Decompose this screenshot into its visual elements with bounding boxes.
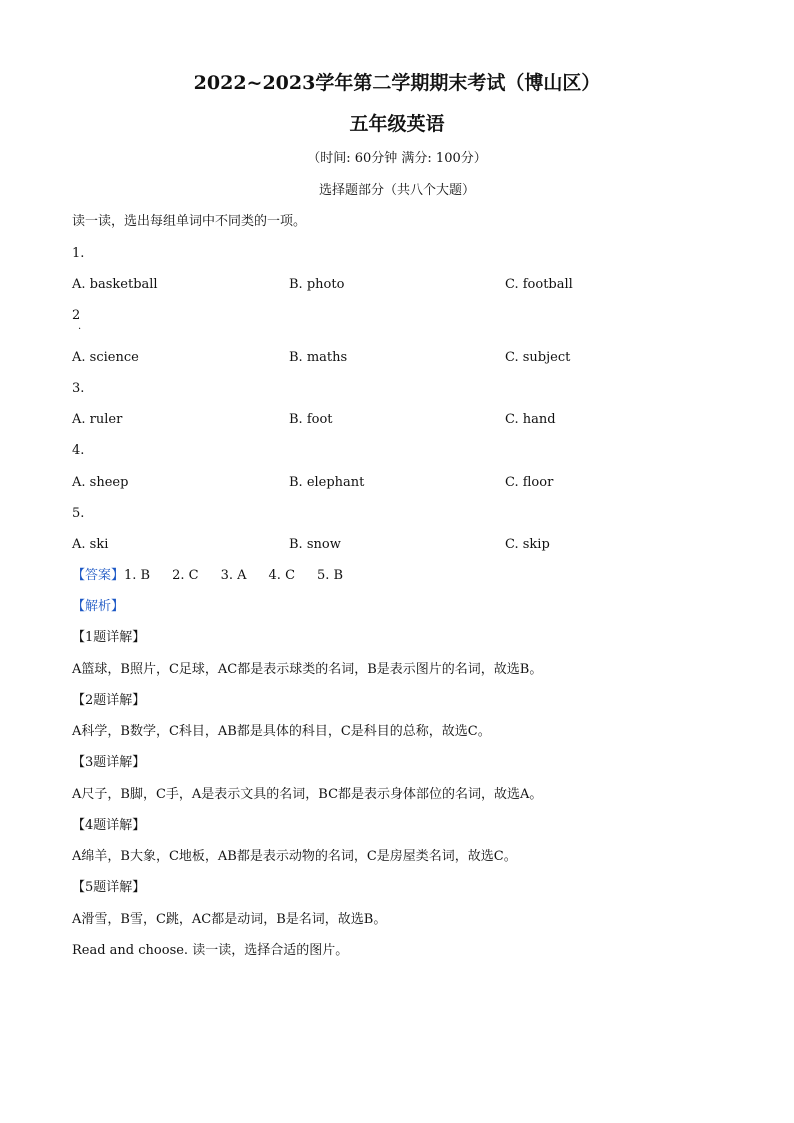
question-number: 3. [72,381,85,396]
option-a: A. ruler [72,412,123,427]
question-dot: . [78,321,82,332]
option-c: C. hand [505,412,556,427]
exam-info: （时间: 60分钟 满分: 100分） [307,151,487,166]
exam-subtitle: 五年级英语 [349,113,445,135]
answer-item: 4. C [268,568,296,583]
detail-heading: 【2题详解】 [72,693,146,708]
option-a: A. basketball [72,277,158,292]
analysis-label: 【解析】 [72,599,125,614]
detail-text: A篮球，B照片，C足球，AC都是表示球类的名词，B是表示图片的名词，故选B。 [72,662,543,677]
question-number: 5. [72,506,85,521]
answer-label: 【答案】 [72,568,125,583]
answer-item: 1. B [124,568,151,583]
option-c: C. floor [505,475,554,490]
option-b: B. photo [289,277,345,292]
detail-text: A科学，B数学，C科目，AB都是具体的科目，C是科目的总称，故选C。 [72,724,491,739]
option-a: A. ski [72,537,109,552]
question-number: 1. [72,246,85,261]
next-section-instruction: Read and choose. 读一读，选择合适的图片。 [72,943,349,958]
option-a: A. science [72,350,139,365]
answer-line [72,567,365,585]
option-c: C. skip [505,537,550,552]
detail-text: A尺子，B脚，C手，A是表示文具的名词，BC都是表示身体部位的名词，故选A。 [72,787,543,802]
detail-heading: 【1题详解】 [72,630,146,645]
option-b: B. maths [289,350,348,365]
exam-title: 2022~2023学年第二学期期末考试（博山区） [193,72,601,94]
instruction: 读一读，选出每组单词中不同类的一项。 [72,214,307,229]
answer-item: 5. B [317,568,344,583]
detail-text: A绵羊，B大象，C地板，AB都是表示动物的名词，C是房屋类名词，故选C。 [72,849,517,864]
option-c: C. football [505,277,573,292]
option-b: B. snow [289,537,341,552]
option-c: C. subject [505,350,571,365]
answer-item: 3. A [220,568,247,583]
detail-text: A滑雪，B雪，C跳，AC都是动词，B是名词，故选B。 [72,912,387,927]
question-number: 4. [72,443,85,458]
answer-item: 2. C [172,568,199,583]
option-b: B. elephant [289,475,365,490]
detail-heading: 【4题详解】 [72,818,146,833]
option-a: A. sheep [72,475,129,490]
section-title: 选择题部分（共八个大题） [318,183,475,198]
question-number: 2 [72,308,81,323]
option-b: B. foot [289,412,333,427]
detail-heading: 【3题详解】 [72,755,146,770]
detail-heading: 【5题详解】 [72,880,146,895]
